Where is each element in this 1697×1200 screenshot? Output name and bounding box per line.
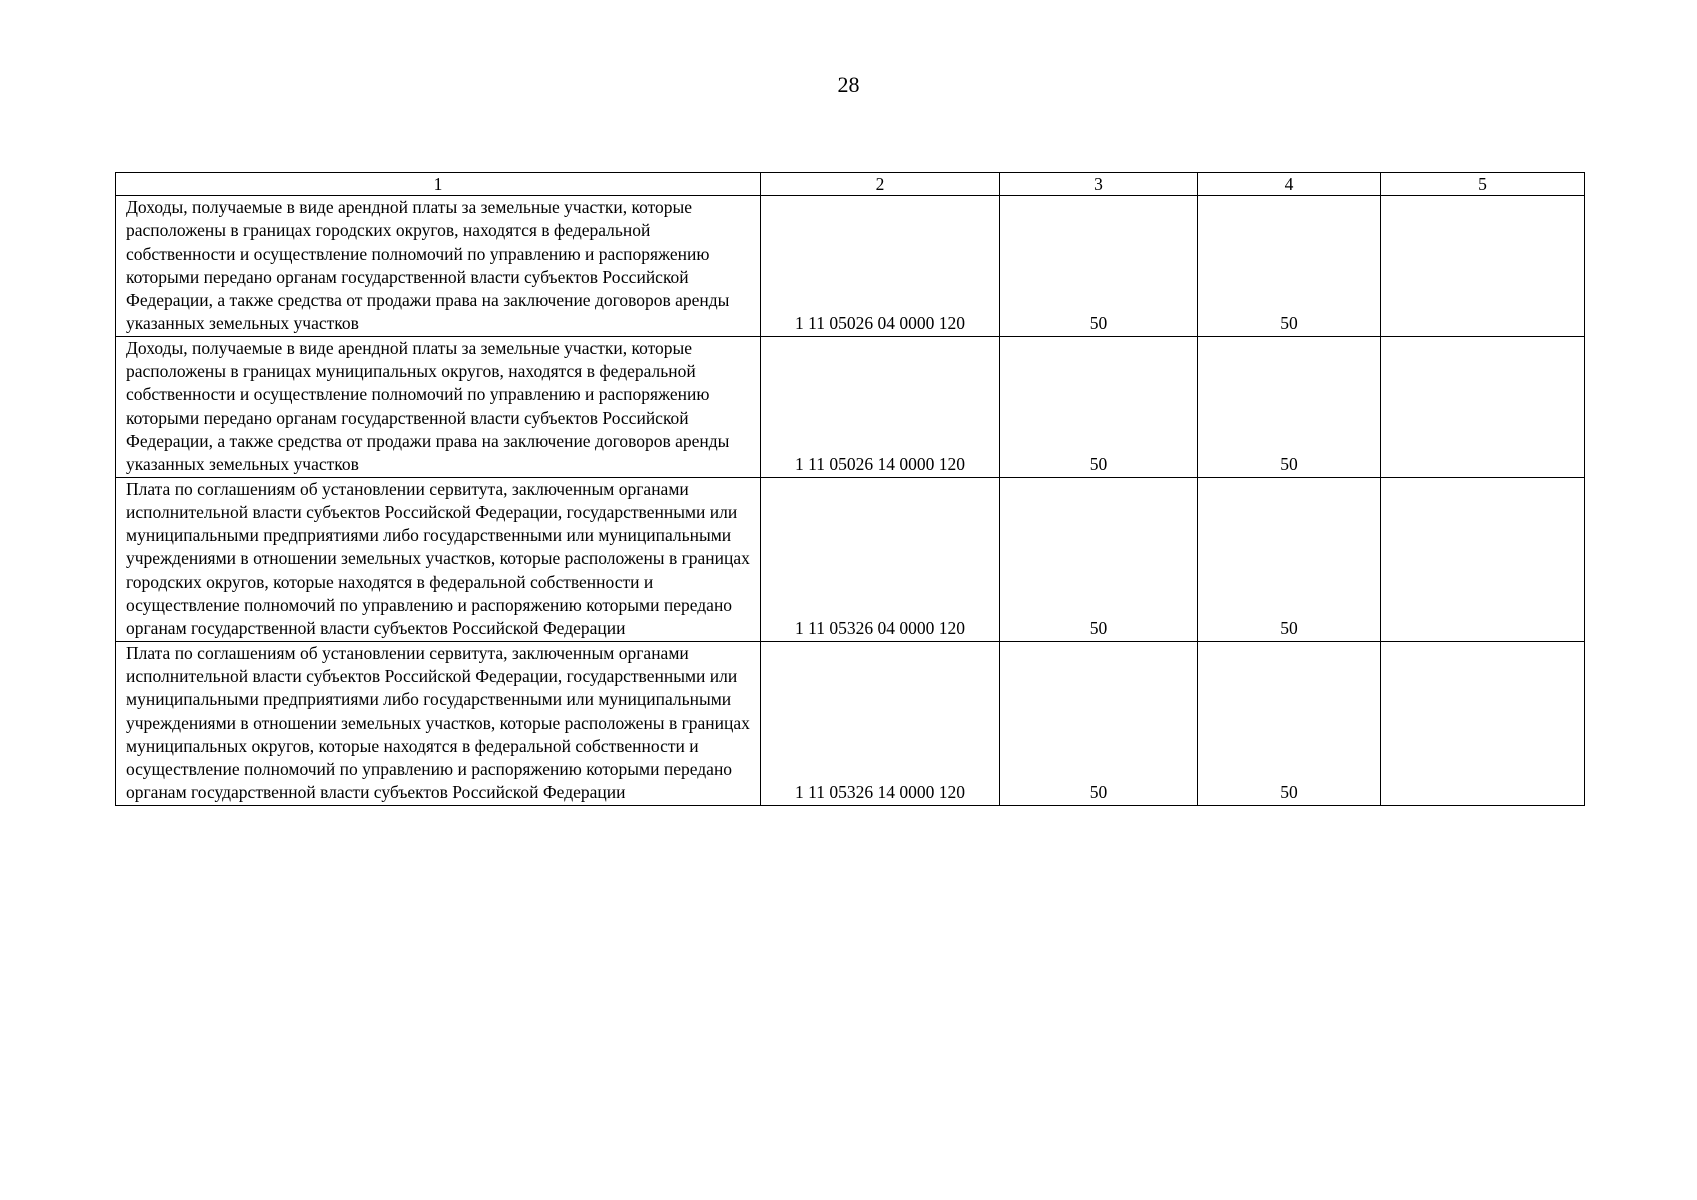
column-3-value: 50 (1000, 196, 1198, 337)
income-description: Доходы, получаемые в виде арендной платы за земельные участки, которые расположены в границах городских округов, находятся в федеральной собственности и осуществление полномочий по управлению и распоряжению которыми передано органам государственной власти субъектов Российской Федерации, а также средства от продажи права на заключение договоров аренды указанных земельных участков (116, 196, 761, 337)
revenue-distribution-table (115, 172, 1585, 806)
column-header-3: 3 (1000, 173, 1198, 196)
column-header-4: 4 (1198, 173, 1381, 196)
budget-classification-code: 1 11 05326 04 0000 120 (761, 477, 1000, 641)
budget-classification-code: 1 11 05026 14 0000 120 (761, 336, 1000, 477)
column-4-value: 50 (1198, 477, 1381, 641)
table-row (116, 196, 1585, 337)
column-5-value (1381, 477, 1585, 641)
column-header-2: 2 (761, 173, 1000, 196)
column-header-1: 1 (116, 173, 761, 196)
column-5-value (1381, 196, 1585, 337)
column-5-value (1381, 641, 1585, 805)
column-3-value: 50 (1000, 641, 1198, 805)
table-row (116, 477, 1585, 641)
income-description: Доходы, получаемые в виде арендной платы за земельные участки, которые расположены в границах муниципальных округов, находятся в федеральной собственности и осуществление полномочий по управлению и распоряжению которыми передано органам государственной власти субъектов Российской Федерации, а также средства от продажи права на заключение договоров аренды указанных земельных участков (116, 336, 761, 477)
income-description: Плата по соглашениям об установлении сервитута, заключенным органами исполнительной власти субъектов Российской Федерации, государственными или муниципальными предприятиями либо государственными или муниципальными учреждениями в отношении земельных участков, которые расположены в границах городских округов, которые находятся в федеральной собственности и осуществление полномочий по управлению и распоряжению которыми передано органам государственной власти субъектов Российской Федерации (116, 477, 761, 641)
table-header-row (116, 173, 1585, 196)
column-3-value: 50 (1000, 336, 1198, 477)
budget-classification-code: 1 11 05326 14 0000 120 (761, 641, 1000, 805)
page-number: 28 (837, 72, 860, 97)
column-3-value: 50 (1000, 477, 1198, 641)
budget-classification-code: 1 11 05026 04 0000 120 (761, 196, 1000, 337)
column-header-5: 5 (1381, 173, 1585, 196)
column-4-value: 50 (1198, 336, 1381, 477)
column-4-value: 50 (1198, 196, 1381, 337)
table-row (116, 641, 1585, 805)
column-5-value (1381, 336, 1585, 477)
income-description: Плата по соглашениям об установлении сервитута, заключенным органами исполнительной власти субъектов Российской Федерации, государственными или муниципальными предприятиями либо государственными или муниципальными учреждениями в отношении земельных участков, которые расположены в границах муниципальных округов, которые находятся в федеральной собственности и осуществление полномочий по управлению и распоряжению которыми передано органам государственной власти субъектов Российской Федерации (116, 641, 761, 805)
table-row (116, 336, 1585, 477)
column-4-value: 50 (1198, 641, 1381, 805)
